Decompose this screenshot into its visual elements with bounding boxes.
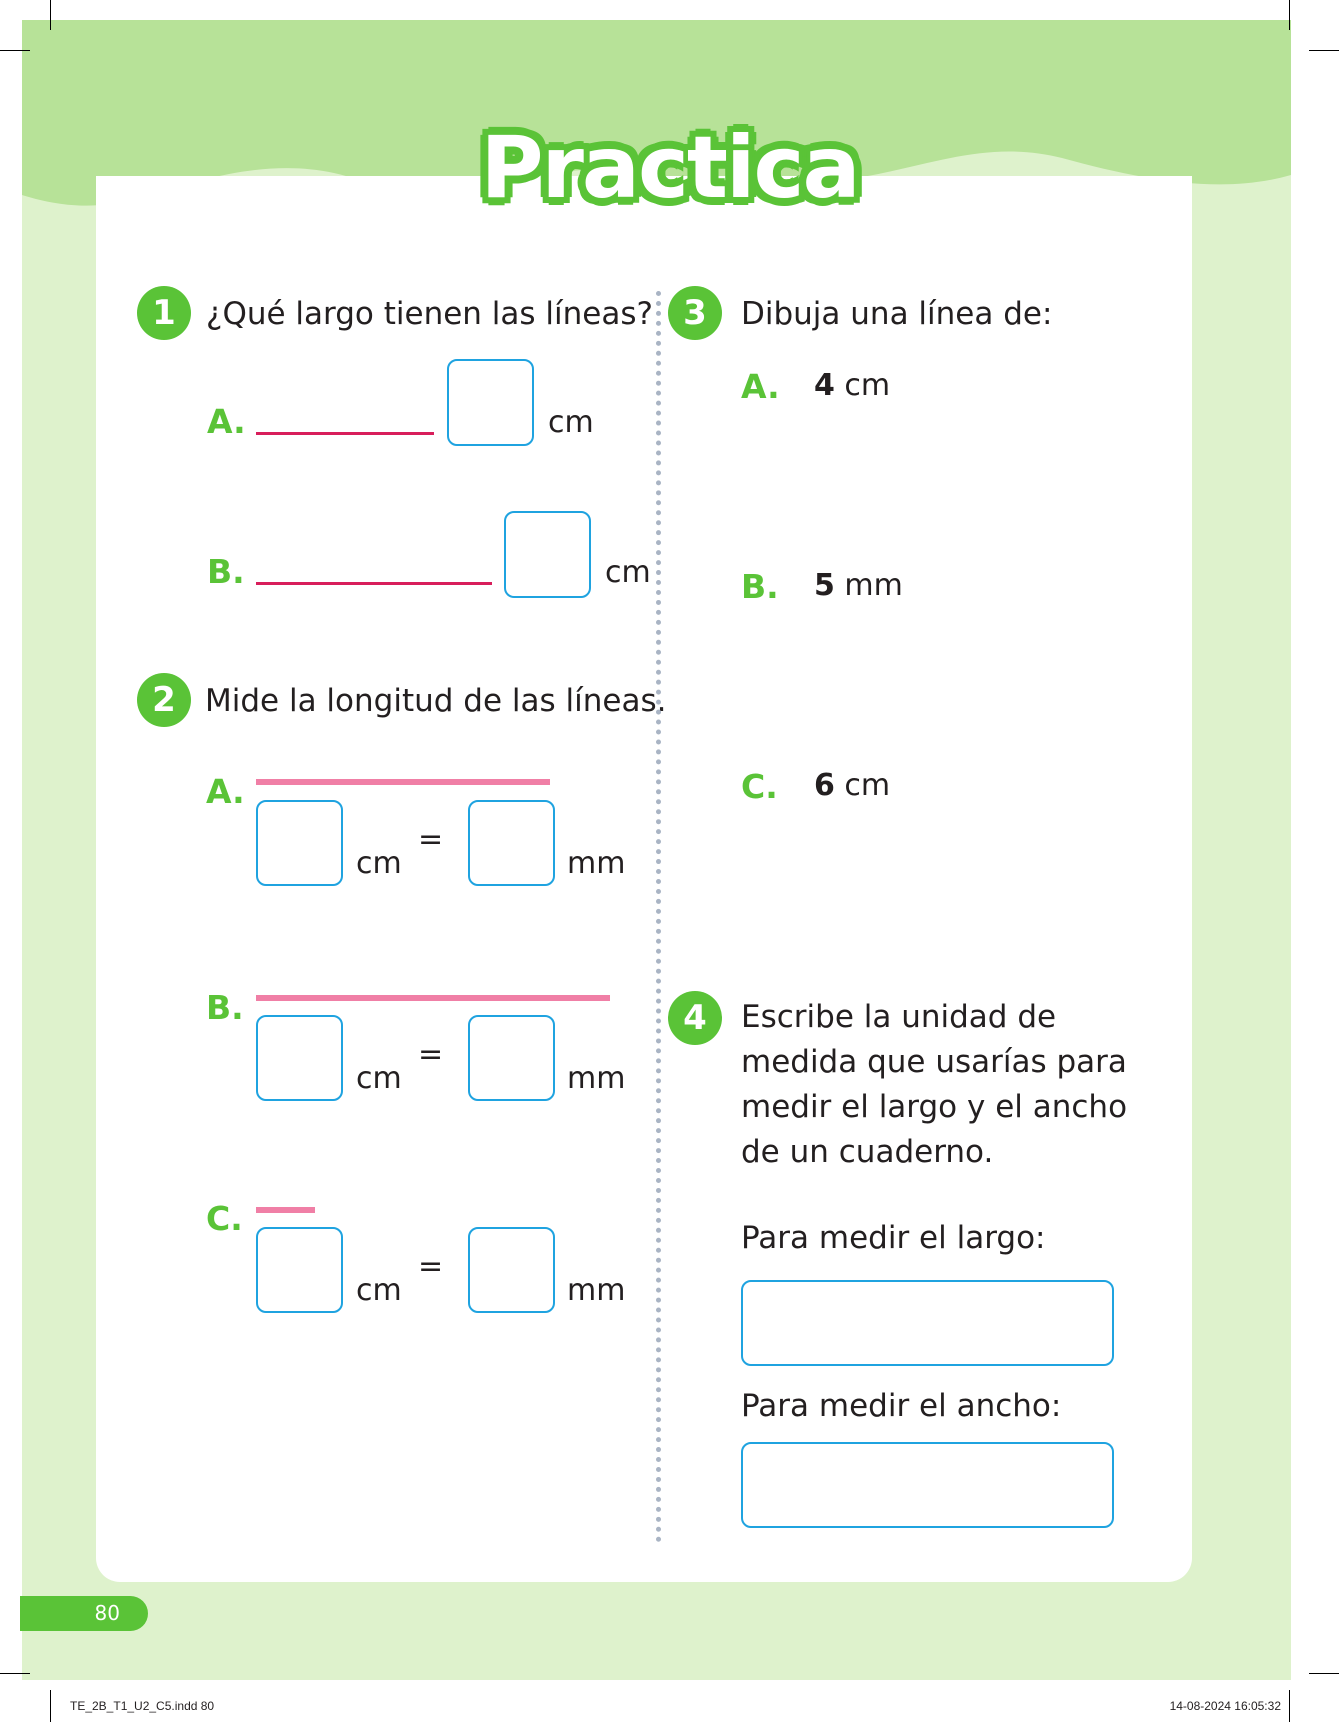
- q2-b-equals: =: [418, 1037, 444, 1072]
- crop-mark: [50, 1690, 51, 1722]
- q1-a-unit: cm: [548, 405, 594, 440]
- largo-answer-box[interactable]: [741, 1280, 1114, 1366]
- q2-b-mm-box[interactable]: [468, 1015, 555, 1101]
- crop-mark: [1289, 0, 1290, 30]
- q1-b-line: [256, 582, 492, 585]
- column-divider: [656, 291, 661, 1543]
- q3-b-value: 5: [814, 568, 835, 603]
- q2-a-mm-box[interactable]: [468, 800, 555, 886]
- q2-b-unit-mm: mm: [567, 1061, 626, 1096]
- footer-file: TE_2B_T1_U2_C5.indd 80: [70, 1699, 215, 1713]
- question-4-text: [741, 995, 1127, 1175]
- ancho-label: Para medir el ancho:: [741, 1388, 1062, 1424]
- crop-mark: [1289, 1690, 1290, 1722]
- q4-line: de un cuaderno.: [741, 1134, 994, 1170]
- q2-b-label: B.: [206, 988, 244, 1027]
- largo-label: Para medir el largo:: [741, 1220, 1046, 1256]
- q3-a-value: 4: [814, 368, 835, 403]
- q3-c-value: 6: [814, 768, 835, 803]
- q2-c-cm-box[interactable]: [256, 1227, 343, 1313]
- crop-mark: [1309, 1673, 1339, 1674]
- q2-a-line: [256, 779, 550, 785]
- question-4-badge: 4: [668, 991, 722, 1045]
- q2-c-unit-mm: mm: [567, 1273, 626, 1308]
- q2-a-label: A.: [206, 772, 245, 811]
- q2-c-line: [256, 1207, 315, 1213]
- q2-b-unit-cm: cm: [356, 1061, 402, 1096]
- ancho-answer-box[interactable]: [741, 1442, 1114, 1528]
- q4-line: medir el largo y el ancho: [741, 1089, 1128, 1125]
- q1-b-answer-box[interactable]: [504, 511, 591, 598]
- question-3-badge: 3: [668, 286, 722, 340]
- q4-line: medida que usarías para: [741, 1044, 1127, 1080]
- question-1-text: ¿Qué largo tienen las líneas?: [206, 296, 653, 332]
- q2-b-line: [256, 995, 610, 1001]
- q2-a-equals: =: [418, 822, 444, 857]
- q3-a-unit: cm: [844, 368, 891, 403]
- page-number: 80: [20, 1596, 148, 1631]
- q1-a-line: [256, 432, 434, 435]
- q3-c-unit: cm: [844, 768, 891, 803]
- crop-mark: [0, 1673, 30, 1674]
- q3-b-length: [814, 568, 903, 603]
- q3-a-length: [814, 368, 890, 403]
- q3-c-length: [814, 768, 890, 803]
- q4-line: Escribe la unidad de: [741, 999, 1057, 1035]
- q2-c-unit-cm: cm: [356, 1273, 402, 1308]
- question-2-text: Mide la longitud de las líneas.: [205, 683, 667, 719]
- q2-a-cm-box[interactable]: [256, 800, 343, 886]
- q3-a-label: A.: [741, 367, 780, 406]
- q2-c-label: C.: [206, 1199, 243, 1238]
- question-1-badge: 1: [137, 286, 191, 340]
- page-title: Practica: [480, 118, 859, 218]
- q3-b-label: B.: [741, 567, 779, 606]
- question-3-text: Dibuja una línea de:: [741, 296, 1053, 332]
- crop-mark: [50, 0, 51, 30]
- footer-datetime: 14-08-2024 16:05:32: [1169, 1699, 1281, 1713]
- q2-a-unit-mm: mm: [567, 846, 626, 881]
- crop-mark: [0, 50, 30, 51]
- q1-b-unit: cm: [605, 555, 651, 590]
- q3-c-label: C.: [741, 767, 778, 806]
- question-2-badge: 2: [137, 673, 191, 727]
- q2-c-mm-box[interactable]: [468, 1227, 555, 1313]
- q1-a-label: A.: [207, 402, 246, 441]
- q1-b-label: B.: [207, 552, 245, 591]
- q2-a-unit-cm: cm: [356, 846, 402, 881]
- crop-mark: [1309, 50, 1339, 51]
- q1-a-answer-box[interactable]: [447, 359, 534, 446]
- q2-c-equals: =: [418, 1249, 444, 1284]
- q3-b-unit: mm: [844, 568, 903, 603]
- q2-b-cm-box[interactable]: [256, 1015, 343, 1101]
